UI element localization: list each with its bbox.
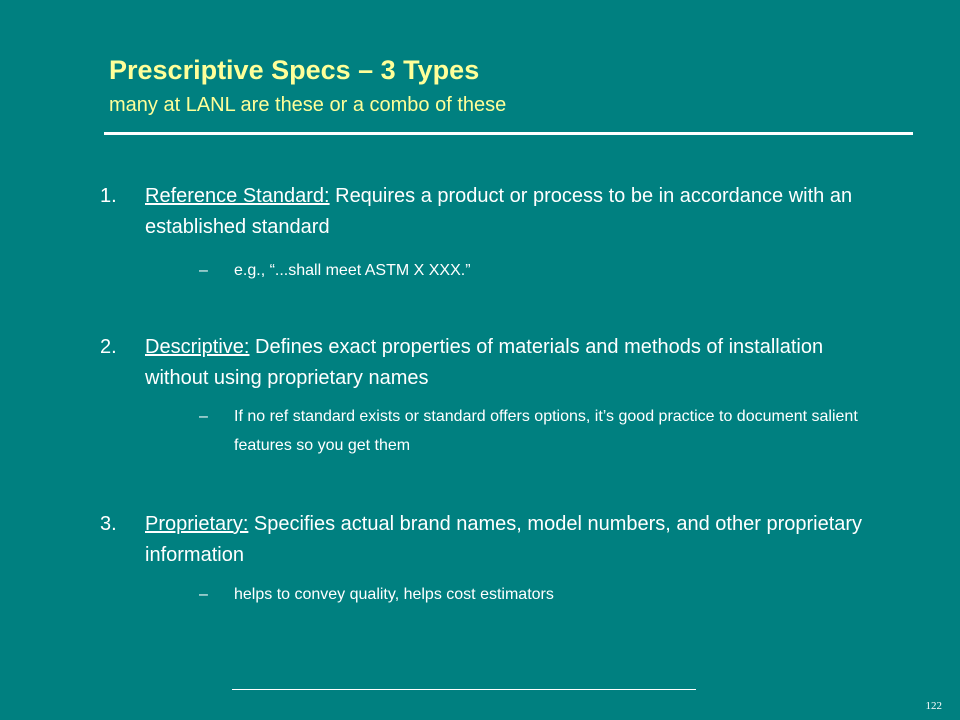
list-item-descriptive — [100, 332, 880, 394]
list-item-term: Proprietary: — [145, 513, 249, 535]
list-item-number: 1. — [100, 185, 117, 207]
slide-subtitle: many at LANL are these or a combo of these — [109, 94, 507, 116]
list-item-reference-standard — [100, 181, 880, 243]
list-item-description: Requires a product or process to be in accordance with an established standard — [145, 185, 853, 238]
list-item-proprietary — [100, 509, 880, 571]
list-item-number: 2. — [100, 336, 117, 358]
list-item-term: Descriptive: — [145, 336, 250, 358]
list-item-description: Defines exact properties of materials and methods of installation without using proprietary names — [145, 336, 824, 389]
sub-item-text: If no ref standard exists or standard offers options, it’s good practice to document salient features so you get them — [234, 408, 858, 454]
sub-item-dash: – — [199, 408, 208, 425]
list-item-term: Reference Standard: — [145, 185, 330, 207]
sub-item-dash: – — [199, 586, 208, 603]
title-divider — [104, 132, 913, 135]
slide-title: Prescriptive Specs – 3 Types — [109, 55, 480, 85]
sub-item-proprietary — [199, 580, 879, 609]
sub-item-text: helps to convey quality, helps cost estimators — [234, 586, 554, 603]
list-item-description: Specifies actual brand names, model numbers, and other proprietary information — [145, 513, 863, 566]
sub-item-reference-standard — [199, 256, 879, 285]
sub-item-text: e.g., “...shall meet ASTM X XXX.” — [234, 262, 471, 279]
footer-divider — [232, 689, 696, 690]
sub-item-descriptive — [199, 402, 879, 460]
page-number: 122 — [925, 700, 942, 712]
list-item-number: 3. — [100, 513, 117, 535]
sub-item-dash: – — [199, 262, 208, 279]
